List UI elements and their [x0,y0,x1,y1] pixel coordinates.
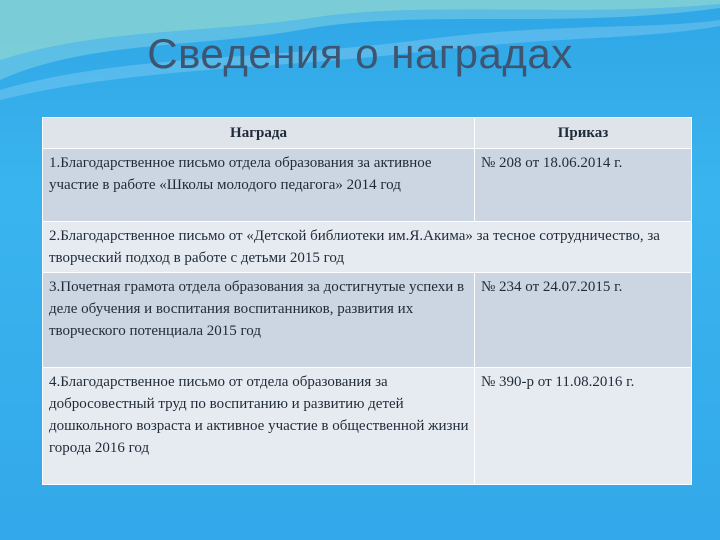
order-cell: № 390-р от 11.08.2016 г. [475,368,692,485]
award-cell: 3.Почетная грамота отдела образования за достигнутые успехи в деле обучения и воспитания воспитанников, развития их творческого потенциала 2015 год [43,273,475,368]
order-cell: № 234 от 24.07.2015 г. [475,273,692,368]
column-header-order: Приказ [475,118,692,149]
page-title: Сведения о наградах [147,30,573,77]
column-header-award: Награда [43,118,475,149]
table-row [43,273,692,368]
award-cell: 2.Благодарственное письмо от «Детской библиотеки им.Я.Акима» за тесное сотрудничество, за творческий подход в работе с детьми 2015 год [43,222,692,273]
table-row [43,368,692,485]
table-header-row [43,118,692,149]
table-row [43,149,692,222]
award-cell: 4.Благодарственное письмо от отдела образования за добросовестный труд по воспитанию и развитию детей дошкольного возраста и активное участие в общественной жизни города 2016 год [43,368,475,485]
order-cell: № 208 от 18.06.2014 г. [475,149,692,222]
awards-table [42,117,692,485]
table-row [43,222,692,273]
award-cell: 1.Благодарственное письмо отдела образования за активное участие в работе «Школы молодого педагога» 2014 год [43,149,475,222]
